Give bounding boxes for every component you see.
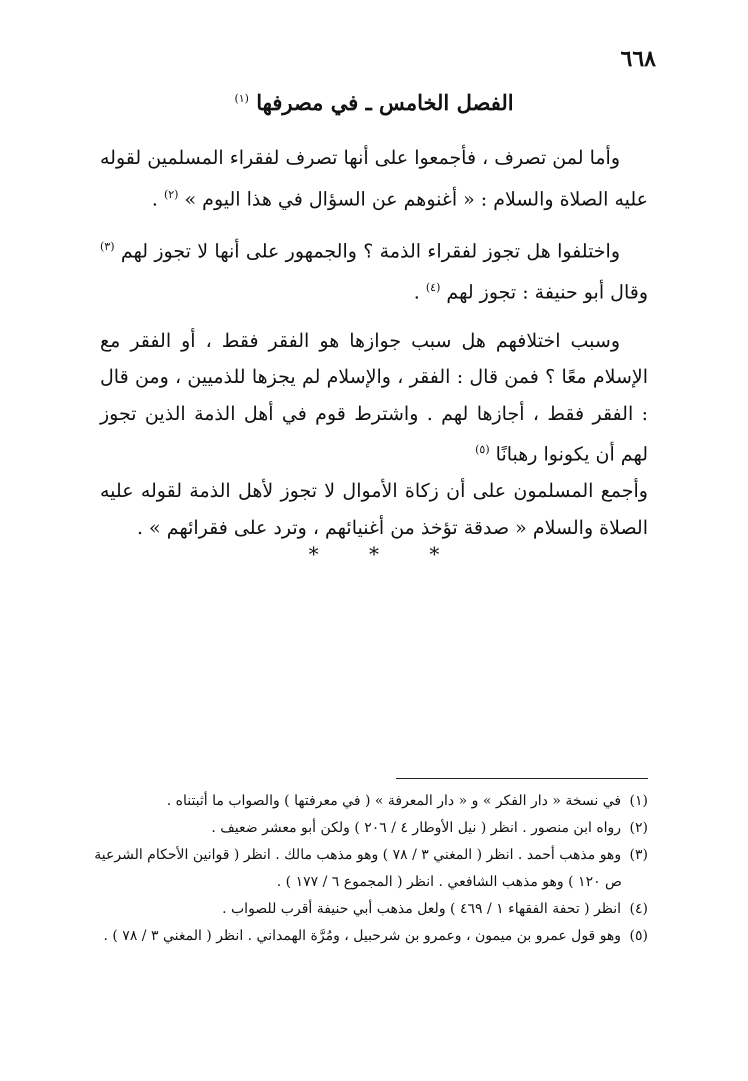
page-number: ٦٦٨ bbox=[620, 46, 656, 72]
footnote-text: انظر ( تحفة الفقهاء ١ / ٤٦٩ ) ولعل مذهب أبي حنيفة أقرب للصواب . bbox=[222, 901, 622, 917]
footnote-1 bbox=[92, 788, 648, 815]
footnote-number: (١) bbox=[629, 793, 648, 809]
footnote-3-continuation bbox=[92, 869, 648, 896]
footnote-4 bbox=[92, 896, 648, 923]
footnote-text: وهو مذهب أحمد . انظر ( المغني ٣ / ٧٨ ) وهو مذهب مالك . انظر ( قوانين الأحكام الشرعية bbox=[94, 847, 622, 863]
section-ornament: * * * bbox=[308, 542, 462, 566]
paragraph-3 bbox=[100, 323, 648, 546]
footnote-number: (٤) bbox=[629, 901, 648, 917]
footnote-2 bbox=[92, 815, 648, 842]
footnote-3 bbox=[92, 842, 648, 869]
chapter-title-footnote-ref: (١) bbox=[234, 92, 249, 105]
paragraph-text: . bbox=[151, 187, 158, 210]
paragraph-text: واختلفوا هل تجوز لفقراء الذمة ؟ والجمهور على أنها لا تجوز لهم bbox=[120, 240, 620, 263]
footnote-number: (٥) bbox=[629, 928, 648, 944]
footnote-ref: (٢) bbox=[163, 187, 179, 201]
paragraph-text: وأجمع المسلمون على أن زكاة الأموال لا تجوز لأهل الذمة لقوله عليه الصلاة والسلام « صدقة تؤخذ من أغنيائهم ، وترد على فقرائهم » . bbox=[100, 480, 648, 539]
footnote-text: رواه ابن منصور . انظر ( نيل الأوطار ٤ / ٢٠٦ ) ولكن أبو معشر ضعيف . bbox=[211, 820, 622, 836]
chapter-title bbox=[90, 90, 658, 115]
paragraph-text: . bbox=[413, 281, 420, 304]
paragraph-text: وقال أبو حنيفة : تجوز لهم bbox=[446, 281, 648, 304]
footnote-ref: (٥) bbox=[475, 443, 490, 457]
body-text bbox=[100, 140, 648, 558]
paragraph-text: وأما لمن تصرف ، فأجمعوا على أنها تصرف لفقراء المسلمين لقوله عليه الصلاة والسلام : « أغنوهم عن السؤال في هذا اليوم » bbox=[100, 147, 648, 210]
footnotes bbox=[92, 788, 648, 950]
paragraph-2 bbox=[100, 229, 648, 311]
footnote-text: ص ١٢٠ ) وهو مذهب الشافعي . انظر ( المجموع ٦ / ١٧٧ ) . bbox=[276, 874, 622, 890]
footnote-ref: (٤) bbox=[425, 281, 441, 295]
footnote-ref: (٣) bbox=[100, 240, 115, 254]
paragraph-text: وسبب اختلافهم هل سبب جوازها هو الفقر فقط ، أو الفقر مع الإسلام معًا ؟ فمن قال : الفقر ، والإسلام لم يجزها للذميين ، ومن قال : الفقر فقط ، أجازها لهم . واشترط قوم في أهل الذمة الذين تجوز لهم أن يكونوا رهبانًا bbox=[100, 329, 648, 466]
chapter-title-text: الفصل الخامس ـ في مصرفها bbox=[256, 90, 514, 115]
footnote-number: (٢) bbox=[629, 820, 648, 836]
footnote-separator bbox=[396, 778, 648, 779]
footnote-number: (٣) bbox=[629, 847, 648, 863]
footnote-text: في نسخة « دار الفكر » و « دار المعرفة » ( في معرفتها ) والصواب ما أثبتناه . bbox=[166, 793, 622, 809]
footnote-5 bbox=[92, 923, 648, 950]
paragraph-1 bbox=[100, 140, 648, 217]
footnote-text: وهو قول عمرو بن ميمون ، وعمرو بن شرحبيل ، ومُرَّة الهمداني . انظر ( المغني ٣ / ٧٨ ) . bbox=[103, 928, 622, 944]
